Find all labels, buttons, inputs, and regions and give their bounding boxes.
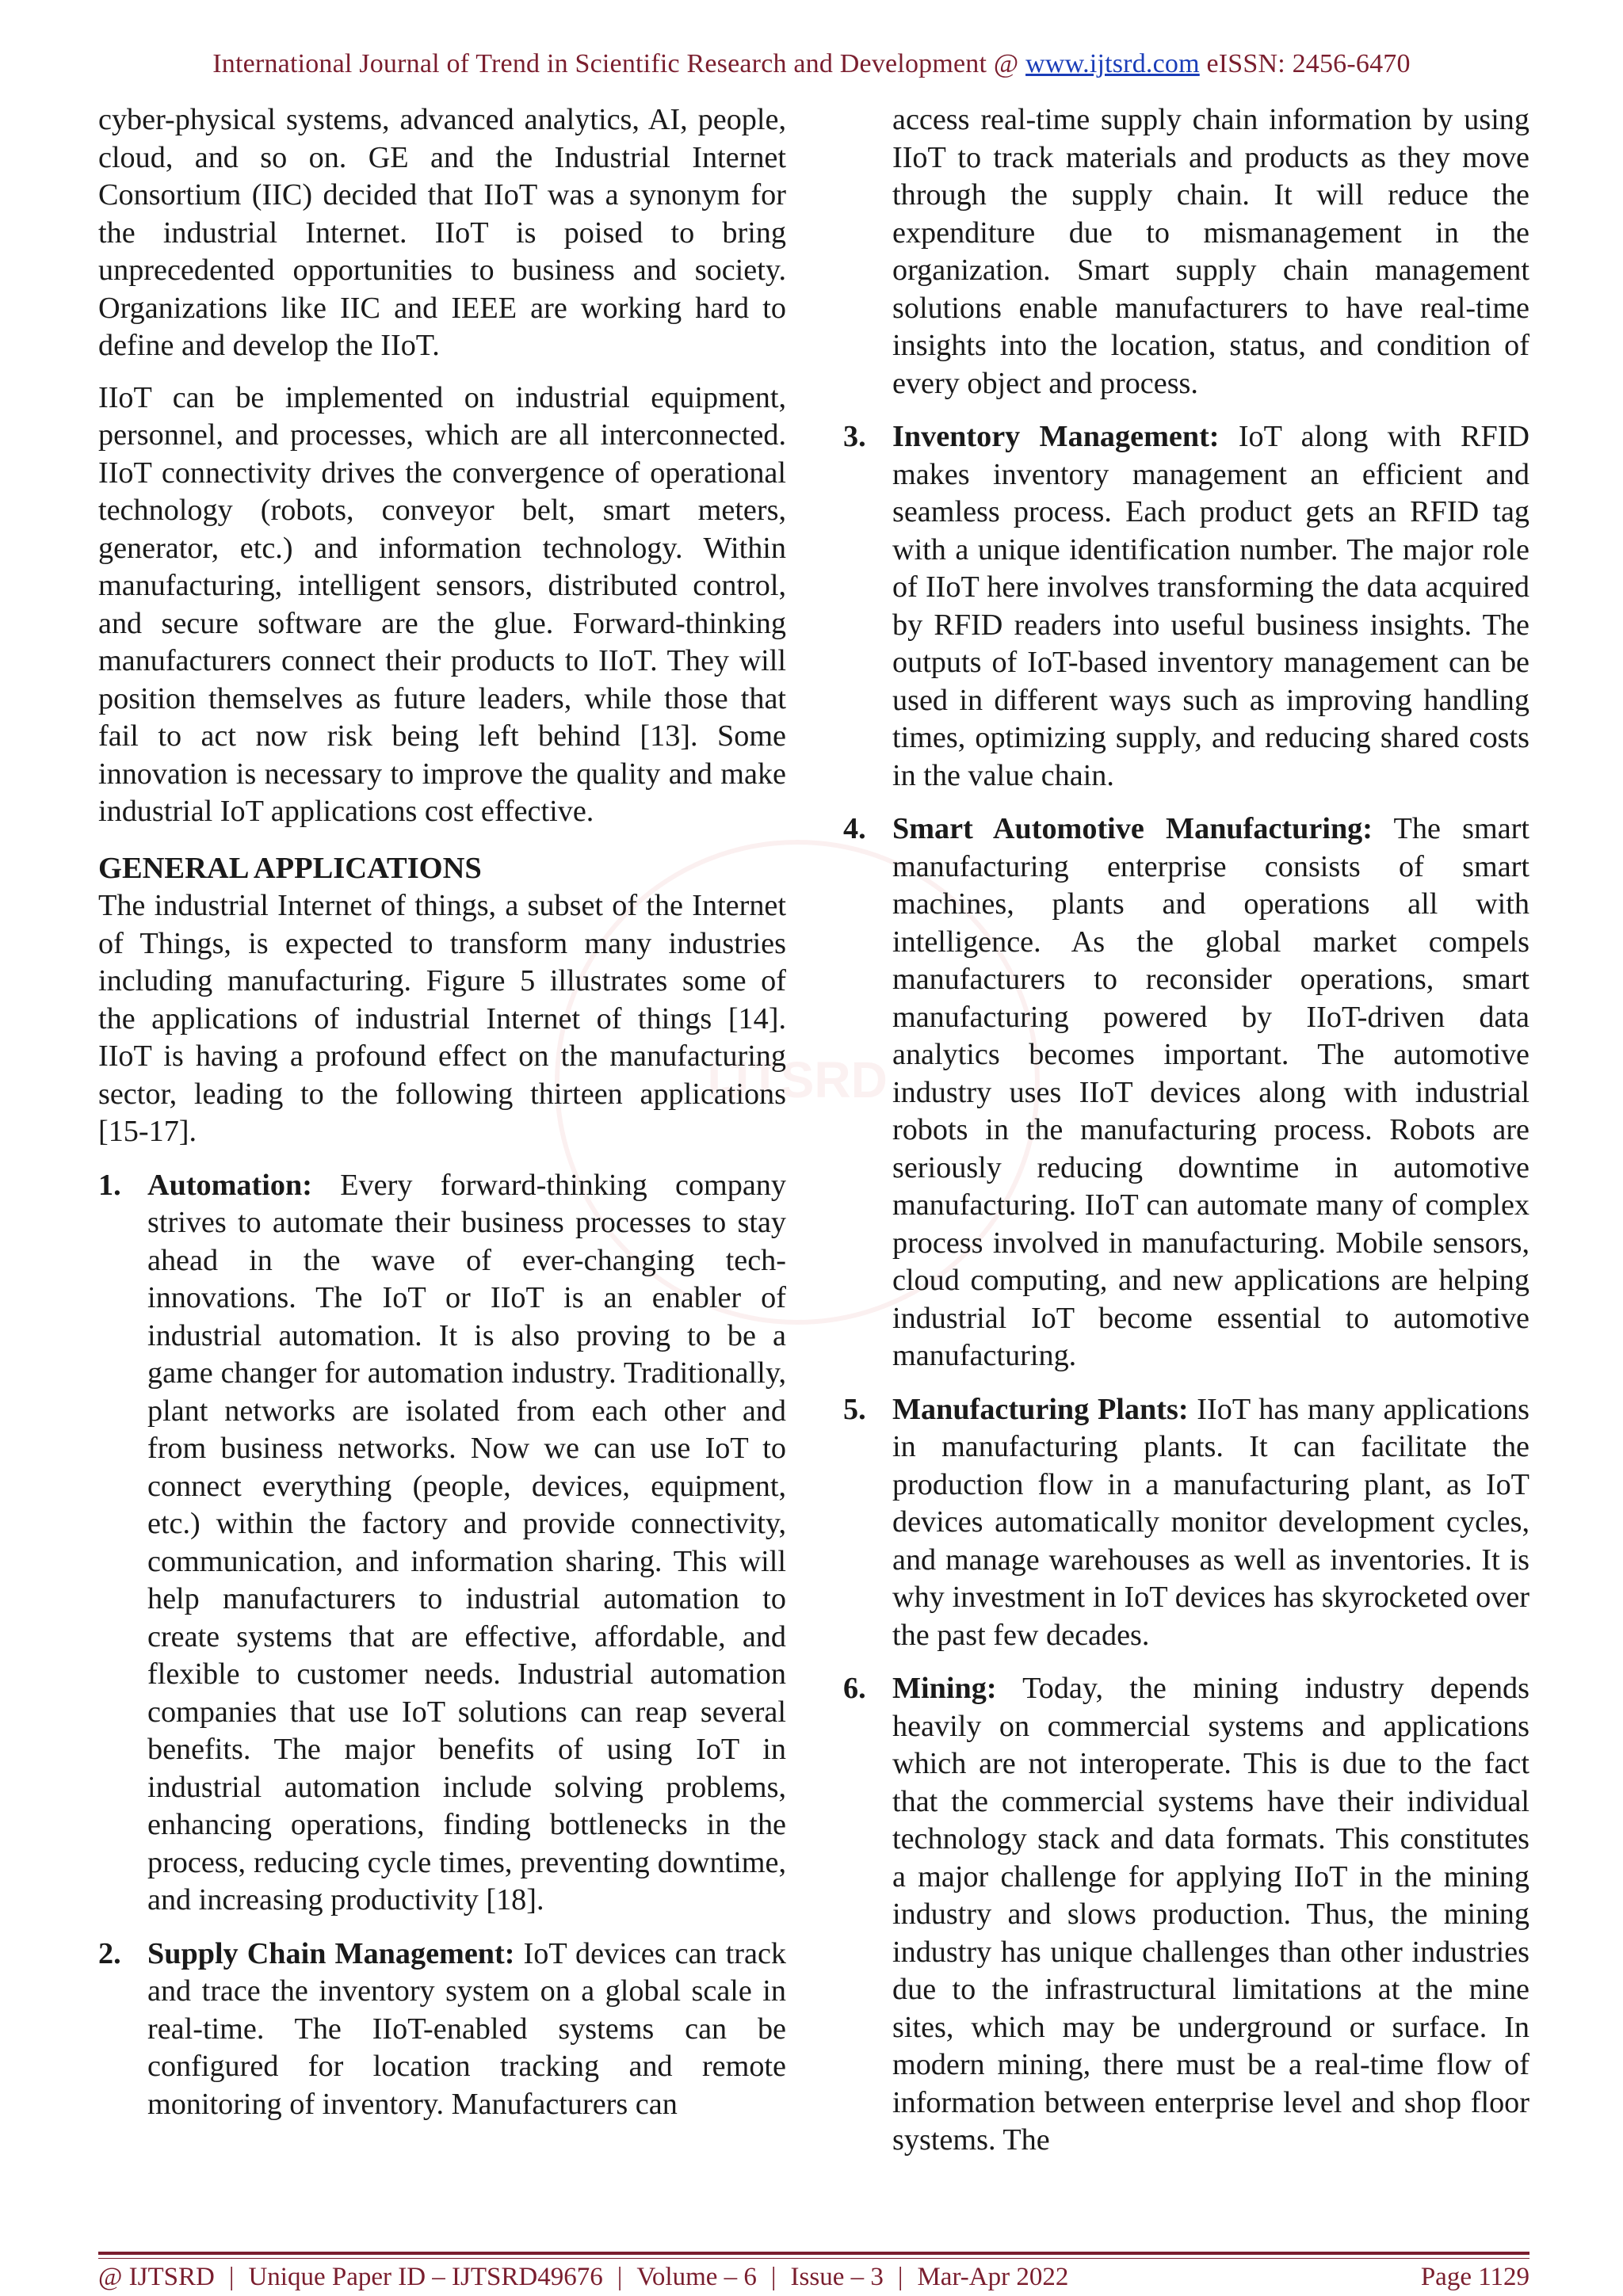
list-number: 3. bbox=[843, 420, 866, 453]
footer-divider-thin bbox=[98, 2258, 1529, 2259]
footer-journal: @ IJTSRD bbox=[98, 2263, 215, 2291]
list-number: 2. bbox=[98, 1936, 121, 1970]
list-item-supply-chain-continued: access real-time supply chain information by using IIoT to track materials and products as they move through the supply chain. It will reduce the expenditure due to mismanagement in the organization. Smart supply chain management solutions enable manufacturers to have real-time insights into the location, status, and condition of every object and process. bbox=[892, 103, 1529, 400]
header-eissn: eISSN: 2456-6470 bbox=[1199, 49, 1411, 78]
footer-page-number: Page 1129 bbox=[1420, 2263, 1529, 2291]
footer-divider bbox=[98, 2252, 1529, 2255]
running-header bbox=[0, 49, 1623, 79]
watermark-text: IJTSRD bbox=[707, 1051, 888, 1108]
list-item-title: Smart Automotive Manufacturing: bbox=[892, 812, 1373, 845]
journal-website-link[interactable]: www.ijtsrd.com bbox=[1025, 49, 1200, 78]
list-number: 4. bbox=[843, 812, 866, 845]
page-footer bbox=[98, 2263, 1529, 2292]
list-item-title: Mining: bbox=[892, 1672, 997, 1705]
list-number: 1. bbox=[98, 1168, 121, 1202]
list-item-text: Every forward-thinking company strives to automate their business processes to stay ahead in the wave of ever-changing tech-innovations. The IoT or IIoT is an enabler of industrial automation. It is also proving to be a game changer for automation industry. Traditionally, plant networks are isolated from each other and from business networks. Now we can use IoT to connect everything (people, devices, equipment, etc.) within the factory and provide connectivity, communication, and information sharing. This will help manufacturers to industrial automation to create systems that are effective, affordable, and flexible to customer needs. Industrial automation companies that use IoT solutions can reap several benefits. The major benefits of using IoT in industrial automation include solving problems, enhancing operations, finding bottlenecks in the process, reducing cycle times, preventing downtime, and increasing productivity [18]. bbox=[147, 1168, 786, 1917]
list-item-inventory-management bbox=[843, 418, 1529, 795]
footer-paper-id: Unique Paper ID – IJTSRD49676 bbox=[248, 2263, 603, 2291]
list-item-text: IoT along with RFID makes inventory management an efficient and seamless process. Each product gets an RFID tag with a unique identification number. The major role of IIoT here involves transforming the data acquired by RFID readers into useful business insights. The outputs of IoT-based inventory management can be used in different ways such as improving handling times, optimizing supply, and reducing shared costs in the value chain. bbox=[892, 420, 1529, 792]
list-item-title: Automation: bbox=[147, 1168, 312, 1202]
footer-separator: | bbox=[228, 2263, 235, 2291]
footer-separator: | bbox=[770, 2263, 777, 2291]
list-number: 5. bbox=[843, 1392, 866, 1426]
header-journal-name: International Journal of Trend in Scientific Research and Development @ bbox=[212, 49, 1026, 78]
section-heading-general-applications: GENERAL APPLICATIONS bbox=[98, 851, 482, 885]
list-item-text: The smart manufacturing enterprise consists of smart machines, plants and operations all with intelligence. As the global market compels manufacturers to reconsider operations, smart manufacturing powered by IIoT-driven data analytics becomes important. The automotive industry uses IIoT devices along with industrial robots in the manufacturing process. Robots are seriously reducing downtime in automotive manufacturing. IIoT can automate many of complex process involved in manufacturing. Mobile sensors, cloud computing, and new applications are helping industrial IoT become essential to automotive manufacturing. bbox=[892, 812, 1529, 1372]
footer-issue: Issue – 3 bbox=[790, 2263, 884, 2291]
paragraph-iiot-implementation: IIoT can be implemented on industrial equipment, personnel, and processes, which are all interconnected. IIoT connectivity drives the convergence of operational technology (robots, conveyor belt, smart meters, generator, etc.) and information technology. Within manufacturing, intelligent sensors, distributed control, and secure software are the glue. Forward-thinking manufacturers connect their products to IIoT. They will position themselves as future leaders, while those that fail to act now risk being left behind [13]. Some innovation is necessary to improve the quality and make industrial IoT applications cost effective. bbox=[98, 380, 786, 828]
list-item-title: Supply Chain Management: bbox=[147, 1936, 515, 1970]
list-item-smart-automotive bbox=[843, 810, 1529, 1375]
list-item-text: IoT devices can track and trace the inventory system on a global scale in real-time. The IIoT-enabled systems can be configured for location tracking and remote monitoring of inventory. Manufacturers can bbox=[147, 1936, 786, 2121]
list-item-automation bbox=[98, 1167, 786, 1920]
list-item-mining bbox=[843, 1670, 1529, 2160]
left-column bbox=[98, 101, 786, 2123]
list-item-manufacturing-plants bbox=[843, 1391, 1529, 1655]
list-item-title: Inventory Management: bbox=[892, 420, 1220, 453]
paragraph-iiot-definition: cyber-physical systems, advanced analytics, AI, people, cloud, and so on. GE and the Industrial Internet Consortium (IIC) decided that IIoT was a synonym for the industrial Internet. IIoT is poised to bring unprecedented opportunities to business and society. Organizations like IIC and IEEE are working hard to define and develop the IIoT. bbox=[98, 103, 786, 362]
footer-left bbox=[98, 2263, 1068, 2292]
list-item-text: Today, the mining industry depends heavily on commercial systems and applications which are not interoperate. This is due to the fact that the commercial systems have their individual technology stack and data formats. This constitutes a major challenge for applying IIoT in the mining industry and slows production. Thus, the mining industry has unique challenges than other industries due to the infrastructural limitations at the mine sites, which may be underground or surface. In modern mining, there must be a real-time flow of information between enterprise level and shop floor systems. The bbox=[892, 1672, 1529, 2157]
right-column bbox=[843, 101, 1529, 2160]
list-item-title: Manufacturing Plants: bbox=[892, 1392, 1189, 1426]
list-item-text: IIoT has many applications in manufacturing plants. It can facilitate the production flow in a manufacturing plant, as IoT devices automatically monitor development cycles, and manage warehouses as well as inventories. It is why investment in IoT devices has skyrocketed over the past few decades. bbox=[892, 1392, 1530, 1652]
list-number: 6. bbox=[843, 1672, 866, 1705]
footer-volume: Volume – 6 bbox=[636, 2263, 757, 2291]
paragraph-applications-intro: The industrial Internet of things, a subset of the Internet of Things, is expected to transform many industries including manufacturing. Figure 5 illustrates some of the applications of industrial Internet of things [14]. IIoT is having a profound effect on the manufacturing sector, leading to the following thirteen applications [15-17]. bbox=[98, 889, 786, 1148]
footer-separator: | bbox=[617, 2263, 623, 2291]
footer-separator: | bbox=[897, 2263, 903, 2291]
footer-date: Mar-Apr 2022 bbox=[917, 2263, 1069, 2291]
list-item-supply-chain bbox=[98, 1936, 786, 2124]
